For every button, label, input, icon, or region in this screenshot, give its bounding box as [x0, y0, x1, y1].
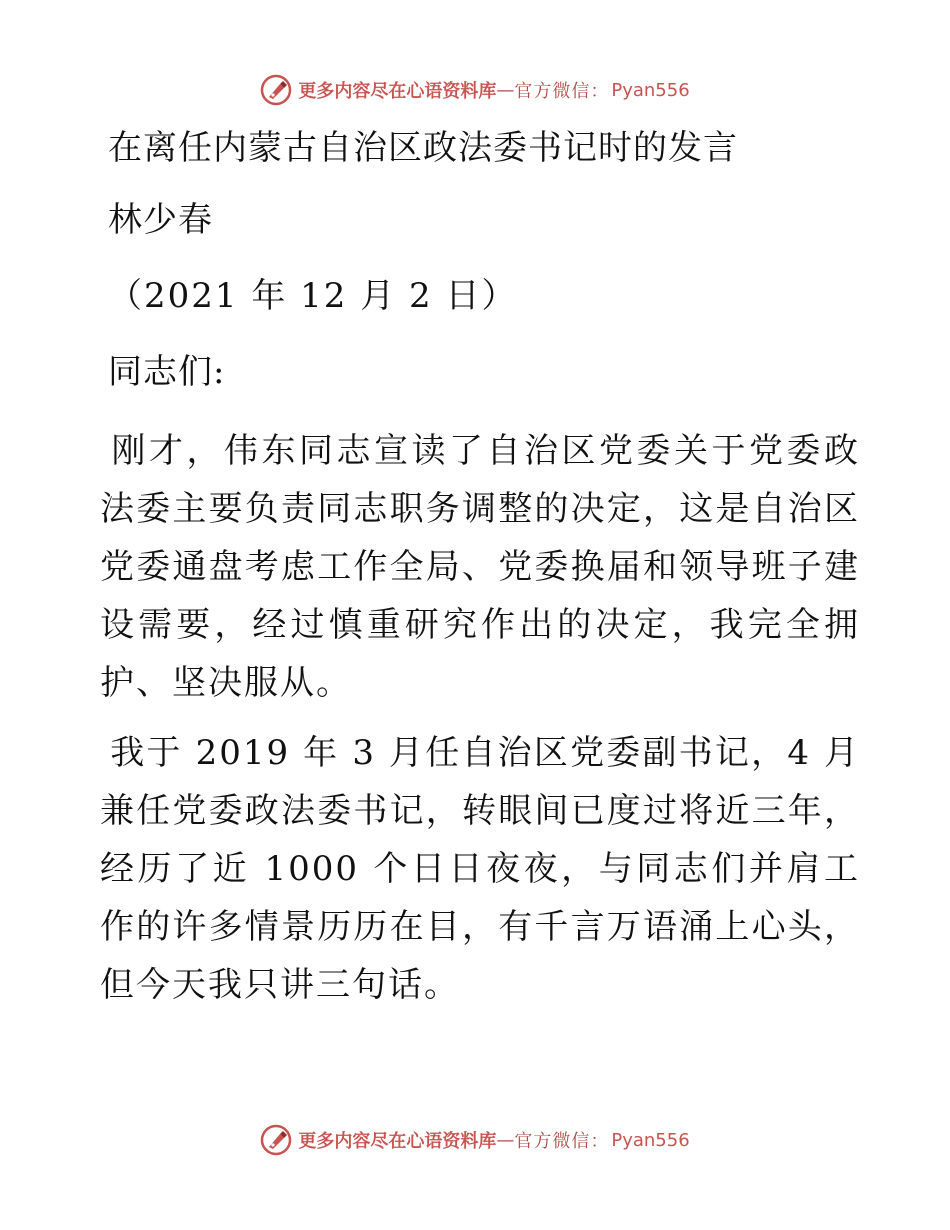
paragraph-1-text: 刚才，伟东同志宣读了自治区党委关于党委政法委主要负责同志职务调整的决定，这是自治区党委通盘考虑工作全局、党委换届和领导班子建设需要，经过慎重研究作出的决定，我完全拥护、坚决服从。 — [100, 431, 860, 703]
paragraph-2-text: 我于 2019 年 3 月任自治区党委副书记，4 月兼任党委政法委书记，转眼间已度过将近三年，经历了近 1000 个日日夜夜，与同志们并肩工作的许多情景历历在目，有千言万语涌上心头，但今天我只讲三句话。 — [100, 733, 860, 1005]
document-date: （2021 年 12 月 2 日） — [108, 276, 518, 316]
paragraph-2 — [100, 724, 860, 1014]
document-title: 在离任内蒙古自治区政法委书记时的发言 — [108, 128, 738, 168]
document-author: 林少春 — [108, 200, 213, 240]
watermark-contact-label: 官方微信： — [514, 81, 610, 102]
pen-nib-logo-icon — [260, 74, 292, 106]
watermark-contact-id: Pyan556 — [611, 1129, 690, 1151]
watermark-dash: — — [496, 1129, 515, 1151]
watermark-dash: — — [496, 79, 515, 101]
watermark-contact-label: 官方微信： — [514, 1131, 610, 1152]
pen-nib-logo-icon — [260, 1124, 292, 1156]
watermark-brand: 更多内容尽在心语资料库 — [298, 1131, 497, 1152]
watermark-contact-id: Pyan556 — [611, 79, 690, 101]
footer-watermark — [0, 1120, 950, 1160]
document-salutation: 同志们: — [108, 352, 226, 392]
watermark-brand: 更多内容尽在心语资料库 — [298, 81, 497, 102]
paragraph-1 — [100, 422, 860, 712]
header-watermark — [0, 70, 950, 110]
